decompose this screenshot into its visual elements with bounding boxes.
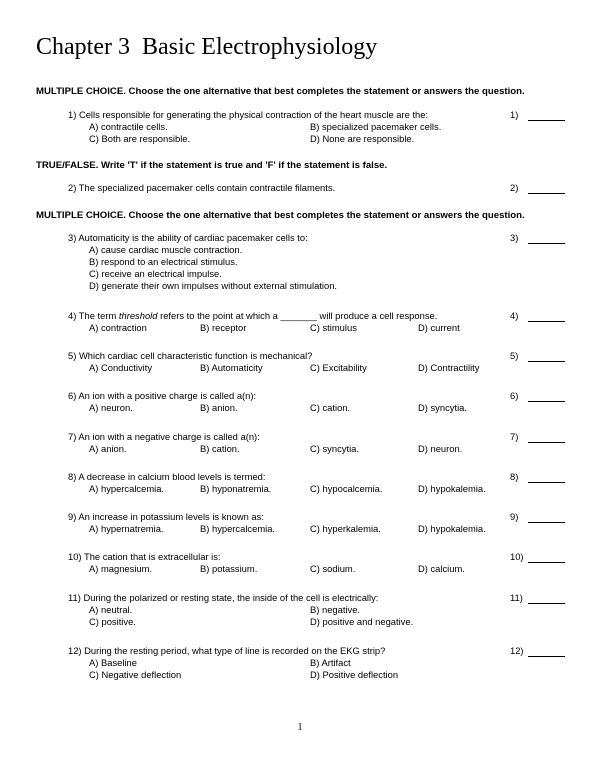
option-b[interactable]: B) receptor <box>200 322 247 333</box>
page-title: Chapter 3 Basic Electrophysiology <box>36 34 378 60</box>
option-c[interactable]: C) receive an electrical impulse. <box>89 268 222 279</box>
option-c[interactable]: C) sodium. <box>310 563 356 574</box>
option-a[interactable]: A) contraction <box>89 322 147 333</box>
question-number: 12) <box>510 645 524 656</box>
question-stem: 5) Which cardiac cell characteristic function is mechanical? <box>68 350 313 361</box>
answer-blank[interactable] <box>528 243 565 244</box>
question-number: 8) <box>510 471 519 482</box>
option-b[interactable]: B) specialized pacemaker cells. <box>310 121 442 132</box>
section-heading-multiple-choice: MULTIPLE CHOICE. Choose the one alternative that best completes the statement or answers the question. <box>36 86 525 97</box>
option-c[interactable]: C) hypocalcemia. <box>310 483 383 494</box>
question-stem: 12) During the resting period, what type of line is recorded on the EKG strip? <box>68 645 386 656</box>
question-stem: 7) An ion with a negative charge is called a(n): <box>68 431 260 442</box>
option-b[interactable]: B) potassium. <box>200 563 258 574</box>
option-a[interactable]: A) cause cardiac muscle contraction. <box>89 244 243 255</box>
question-number: 10) <box>510 551 524 562</box>
option-c[interactable]: C) positive. <box>89 616 136 627</box>
option-d[interactable]: D) hypokalemia. <box>418 523 486 534</box>
option-b[interactable]: B) hypercalcemia. <box>200 523 276 534</box>
question-stem: 1) Cells responsible for generating the physical contraction of the heart muscle are the: <box>68 109 429 120</box>
answer-blank[interactable] <box>528 361 565 362</box>
option-a[interactable]: A) neutral. <box>89 604 133 615</box>
question-number: 5) <box>510 350 519 361</box>
question-stem: 4) The term threshold refers to the point at which a _______ will produce a cell response. <box>68 310 438 321</box>
question-number: 4) <box>510 310 519 321</box>
question-stem: 8) A decrease in calcium blood levels is termed: <box>68 471 266 482</box>
option-c[interactable]: C) Excitability <box>310 362 367 373</box>
question-stem: 2) The specialized pacemaker cells contain contractile filaments. <box>68 182 336 193</box>
question-number: 9) <box>510 511 519 522</box>
option-a[interactable]: A) hypercalcemia. <box>89 483 165 494</box>
answer-blank[interactable] <box>528 562 565 563</box>
term-threshold: threshold <box>118 310 158 321</box>
option-b[interactable]: B) Automaticity <box>200 362 263 373</box>
option-d[interactable]: D) neuron. <box>418 443 463 454</box>
answer-blank[interactable] <box>528 482 565 483</box>
option-c[interactable]: C) cation. <box>310 402 351 413</box>
option-c[interactable]: C) hyperkalemia. <box>310 523 381 534</box>
answer-blank[interactable] <box>528 522 565 523</box>
option-d[interactable]: D) Contractility <box>418 362 480 373</box>
section-heading-multiple-choice: MULTIPLE CHOICE. Choose the one alternative that best completes the statement or answers the question. <box>36 210 525 221</box>
option-d[interactable]: D) hypokalemia. <box>418 483 486 494</box>
option-a[interactable]: A) anion. <box>89 443 127 454</box>
question-stem: 3) Automaticity is the ability of cardiac pacemaker cells to: <box>68 232 308 243</box>
answer-blank[interactable] <box>528 401 565 402</box>
option-c[interactable]: C) syncytia. <box>310 443 359 454</box>
option-d[interactable]: D) syncytia. <box>418 402 467 413</box>
option-b[interactable]: B) anion. <box>200 402 238 413</box>
option-b[interactable]: B) cation. <box>200 443 240 454</box>
option-d[interactable]: D) current <box>418 322 460 333</box>
answer-blank[interactable] <box>528 603 565 604</box>
section-heading-true-false: TRUE/FALSE. Write 'T' if the statement is true and 'F' if the statement is false. <box>36 160 388 171</box>
question-number: 6) <box>510 390 519 401</box>
answer-blank[interactable] <box>528 193 565 194</box>
option-d[interactable]: D) Positive deflection <box>310 669 399 680</box>
option-a[interactable]: A) hypernatremia. <box>89 523 164 534</box>
option-d[interactable]: D) positive and negative. <box>310 616 414 627</box>
question-number: 11) <box>510 592 523 603</box>
answer-blank[interactable] <box>528 656 565 657</box>
option-d[interactable]: D) None are responsible. <box>310 133 415 144</box>
option-d[interactable]: D) calcium. <box>418 563 465 574</box>
option-c[interactable]: C) Negative deflection <box>89 669 182 680</box>
option-b[interactable]: B) negative. <box>310 604 361 615</box>
option-c[interactable]: C) Both are responsible. <box>89 133 191 144</box>
option-b[interactable]: B) Artifact <box>310 657 351 668</box>
question-number: 3) <box>510 232 519 243</box>
option-a[interactable]: A) Baseline <box>89 657 137 668</box>
question-stem: 9) An increase in potassium levels is known as: <box>68 511 264 522</box>
option-a[interactable]: A) Conductivity <box>89 362 153 373</box>
page-number: 1 <box>297 722 303 733</box>
answer-blank[interactable] <box>528 442 565 443</box>
option-b[interactable]: B) respond to an electrical stimulus. <box>89 256 238 267</box>
question-number: 1) <box>510 109 519 120</box>
question-number: 7) <box>510 431 519 442</box>
option-c[interactable]: C) stimulus <box>310 322 357 333</box>
option-d[interactable]: D) generate their own impulses without external stimulation. <box>89 280 338 291</box>
option-a[interactable]: A) neuron. <box>89 402 133 413</box>
question-stem: 11) During the polarized or resting state, the inside of the cell is electrically: <box>68 592 379 603</box>
question-stem: 6) An ion with a positive charge is called a(n): <box>68 390 257 401</box>
answer-blank[interactable] <box>528 321 565 322</box>
question-stem: 10) The cation that is extracellular is: <box>68 551 221 562</box>
option-b[interactable]: B) hyponatremia. <box>200 483 272 494</box>
option-a[interactable]: A) contractile cells. <box>89 121 168 132</box>
answer-blank[interactable] <box>528 120 565 121</box>
question-number: 2) <box>510 182 519 193</box>
option-a[interactable]: A) magnesium. <box>89 563 153 574</box>
